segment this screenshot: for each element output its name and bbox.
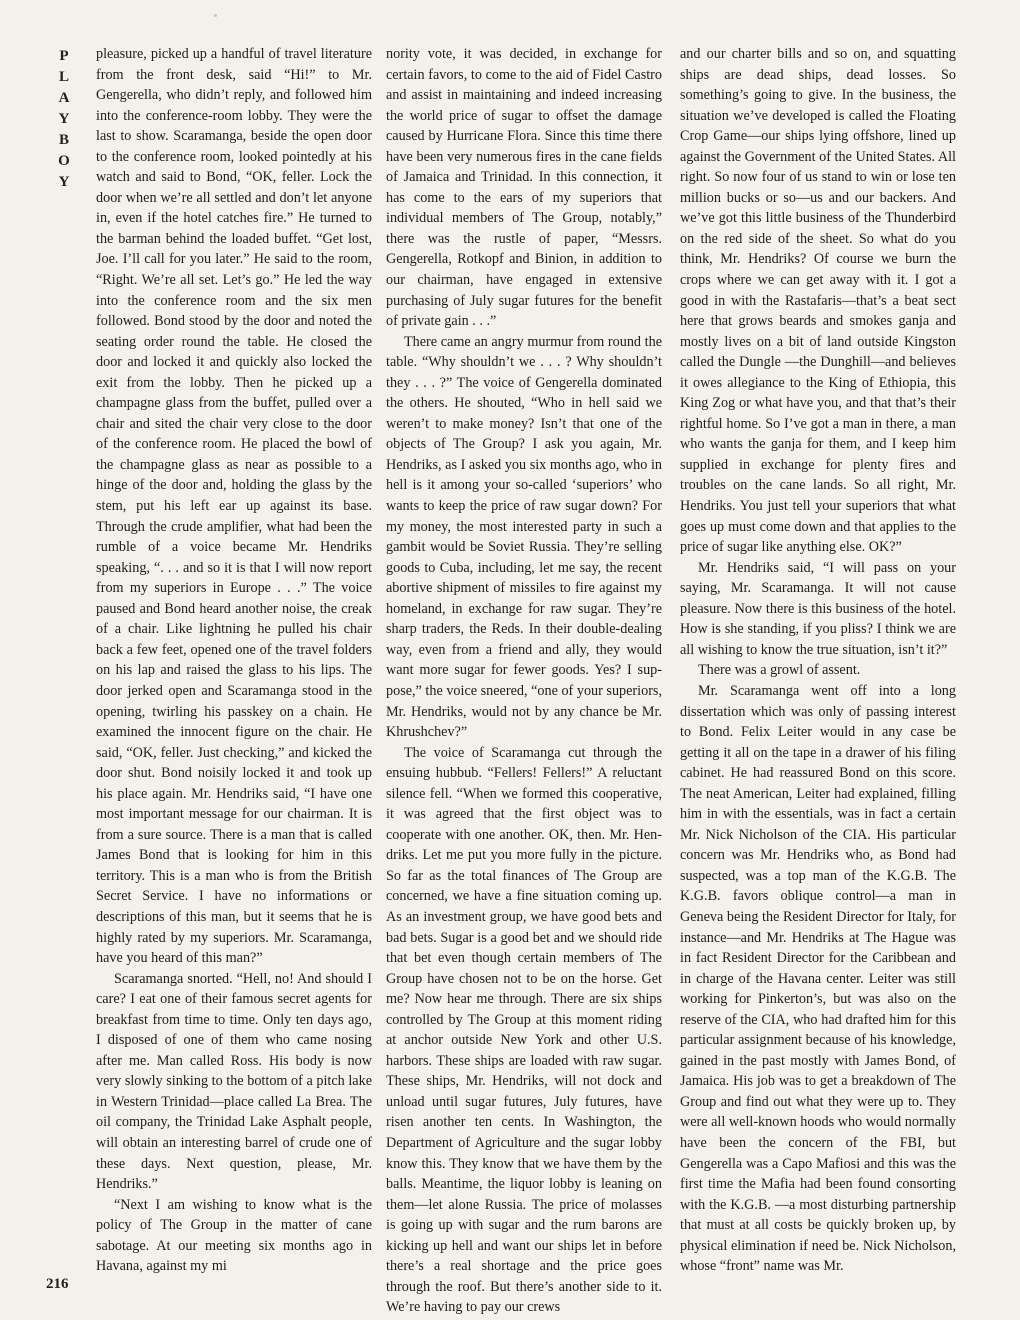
paragraph: Scaramanga snorted. “Hell, no! And should I care? I eat one of their famous secret agents for breakfast from time to time. Only ten days ago, I disposed of one of them who came nosing after me. Man called Ross. His body is now very slowly sinking to the bottom of a pitch lake in Western Trinidad—place called La Brea. The oil company, the Trinidad Lake Asphalt people, will obtain an interesting barrel of crude one of these days. Next question, please, Mr. Hendriks.” bbox=[96, 970, 372, 1193]
text-column-1 bbox=[96, 44, 372, 1277]
masthead-letter: B bbox=[58, 132, 69, 148]
paragraph: “Next I am wishing to know what is the policy of The Group in the matter of cane sabotage. At our meeting six months ago in Havana, against my mi bbox=[96, 1196, 372, 1275]
text-column-3 bbox=[680, 44, 956, 1277]
paragraph: There was a growl of assent. bbox=[698, 662, 861, 679]
paragraph: nority vote, it was decided, in exchange for certain favors, to come to the aid of Fidel Castro and assist in maintaining and indeed increasing the world price of sugar to offset the damage caused by Hurricane Flora. Since this time there have been very numerous fires in the cane fields of Jamaica and Trinidad. In this connection, it has come to the ears of my superiors that individual members of The Group, notably,” there was the rustle of paper, “Messrs. Gengerella, Rotkopf and Binion, in addition to our chairman, have engaged in extensive purchasing of July sugar futures for the benefit of private gain . . .” bbox=[386, 46, 662, 330]
masthead-letter: Y bbox=[58, 111, 70, 127]
paragraph: There came an angry murmur from round the table. “Why shouldn’t we . . . ? Why shouldn’t they . . . ?” The voice of Gengerella dominated the others. He shouted, “Who in hell said we weren’t to make money? Isn’t that one of the objects of The Group? I ask you again, Mr. Hendriks, as I asked you six months ago, who in hell is it among your so-called ‘superiors’ who wants to keep the price of raw sugar down? For my money, the most interested party in such a gambit would be Soviet Russia. They’re selling goods to Cuba, including, let me say, the recent abortive shipment of missiles to fire against my homeland, in exchange for raw sugar. They’re sharp traders, the Reds. In their double-dealing way, even from a friend and ally, they would want more sugar for fewer goods. Yes? I suppose,” the voice sneered, “one of your superiors, Mr. Hendriks, would not by any chance be Mr. Khrushchev?” bbox=[386, 333, 662, 741]
text-column-2 bbox=[386, 44, 662, 1318]
paragraph: pleasure, picked up a handful of travel literature from the front desk, said “Hi!” to Mr. Gengerella, who didn’t reply, and followed him into the conference-room lobby. They were the last to show. Scaramanga, beside the open door to the conference room, looked pointedly at his watch and said to Bond, “OK, feller. Lock the door when we’re all settled and don’t let anyone in, even if the hotel catches fire.” He turned to the barman behind the loaded buffet. “Get lost, Joe. I’ll call for you later.” He said to the room, “Right. We’re all set. Let’s go.” He led the way into the conference room and the six men followed. Bond stood by the door and noted the seating order round the table. He closed the door and locked it and quickly also locked the exit from the lobby. Then he picked up a champagne glass from the buffet, pulled over a chair and sited the chair very close to the door of the conference room. He placed the bowl of the champagne glass as near as possible to a hinge of the door and, holding the glass by the stem, put his left ear up against its base. Through the crude amplifier, what had been the rumble of a voice became Mr. Hendriks speaking, “. . . and so it is that I will now report from my superiors in Europe . . .” The voice paused and Bond heard another noise, the creak of a chair. Like lightning he pulled his chair back a few feet, opened one of the travel folders on his lap and raised the glass to his lips. The door jerked open and Scaramanga stood in the opening, twirling his passkey on a chain. He examined the innocent figure on the chair. He said, “OK, feller. Just checking,” and kicked the door shut. Bond noisily locked it and took up his place again. Mr. Hendriks said, “I have one most important message for our chairman. It is from a sure source. There is a man that is called James Bond that is looking for him in this territory. This is a man who is from the British Secret Service. I have no informations or descriptions of this man, but it seems that he is highly rated by my superiors. Mr. Scaramanga, have you heard of this man?” bbox=[96, 46, 372, 967]
paragraph: Mr. Hendriks said, “I will pass on your saying, Mr. Scaramanga. It will not cause pleasure. Now there is this business of the hotel. How is she standing, if you pliss? I think we are all wishing to know the true situation, isn’t it?” bbox=[680, 559, 956, 658]
paragraph: and our charter bills and so on, and squatting ships are dead ships, dead losses. So something’s going to give. In the business, the situation we’ve developed is called the Floating Crop Game—our ships lying offshore, lined up against the Government of the United States. All right. So now four of us stand to win or lose ten million bucks or so—us and our backers. And we’ve got this little business of the Thunderbird on the red side of the sheet. So what do you think, Mr. Hendriks? Of course we burn the crops where we can get away with it. I got a good in with the Rastafaris—that’s a beat sect here that grows beards and smokes ganja and mostly lives on a bit of land outside Kingston called the Dungle —the Dunghill—and believes it owes allegiance to the King of Ethiopia, this King Zog or what have you, and that that’s their rightful home. So I’ve got a man in there, a man who wants the ganja for them, and I keep him supplied in exchange for plenty fires and troubles on the cane lands. So all right, Mr. Hendriks. You just tell your superiors that what goes up must come down and that applies to the price of sugar like anything else. OK?” bbox=[680, 46, 956, 556]
paragraph: Mr. Scaramanga went off into a long dissertation which was only of passing interest to Bond. Felix Leiter would in any case be getting it all on the tape in a drawer of his filing cabinet. He had reassured Bond on this score. The neat American, Leiter had explained, filling him in with the essentials, was in fact a certain Mr. Nick Nicholson of the CIA. His particular concern was Mr. Hendriks who, as Bond had suspected, was a top man of the K.G.B. The K.G.B. favors oblique control—a man in Geneva being the Resident Director for Italy, for instance—and Mr. Hendriks at The Hague was in fact Resident Director for the Caribbean and in charge of the Havana center. Leiter was still working for Pinkerton’s, but was also on the reserve of the CIA, who had drafted him for this particular assignment because of his knowledge, gained in the past mostly with James Bond, of Jamaica. His job was to get a breakdown of The Group and find out what they were up to. They were all well-known hoods who would normally have been the concern of the FBI, but Gengerella was a Capo Mafiosi and this was the first time the Mafia had been found consorting with the K.G.B. —a most disturbing partnership that must at all costs be quickly broken up, by physical elimination if need be. Nick Nicholson, whose “front” name was Mr. bbox=[680, 682, 956, 1275]
masthead-letter: A bbox=[58, 90, 70, 106]
masthead-letter: O bbox=[58, 153, 70, 169]
magazine-masthead bbox=[52, 46, 76, 193]
page-number: 216 bbox=[46, 1276, 69, 1292]
masthead-letter: Y bbox=[58, 174, 70, 190]
paragraph: The voice of Scaramanga cut through the ensuing hubbub. “Fellers! Fellers!” A reluctant silence fell. “When we formed this cooperative, it was agreed that the first object was to cooperate with one another. OK, then. Mr. Hendriks. Let me put you more fully in the picture. So far as the total finances of The Group are concerned, we have a fine situation coming up. As an investment group, we have good bets and bad bets. Sugar is a good bet and we should ride that bet even though certain members of The Group have chosen not to be on the horse. Get me? Now hear me through. There are six ships controlled by The Group at this moment riding at anchor outside New York and other U.S. harbors. These ships are loaded with raw sugar. These ships, Mr. Hendriks, will not dock and unload until sugar futures, July futures, have risen another ten cents. In Washington, the Department of Agriculture and the sugar lobby know this. They know that we have them by the balls. Meantime, the liquor lobby is leaning on them—let alone Russia. The price of molasses is going up with sugar and the rum barons are kicking up hell and want our ships let in before there’s a real shortage and the price goes through the roof. But there’s another side to it. We’re having to pay our crews bbox=[386, 744, 662, 1316]
masthead-letter: L bbox=[58, 69, 69, 85]
masthead-letter: P bbox=[59, 48, 69, 64]
print-speck bbox=[214, 14, 217, 17]
